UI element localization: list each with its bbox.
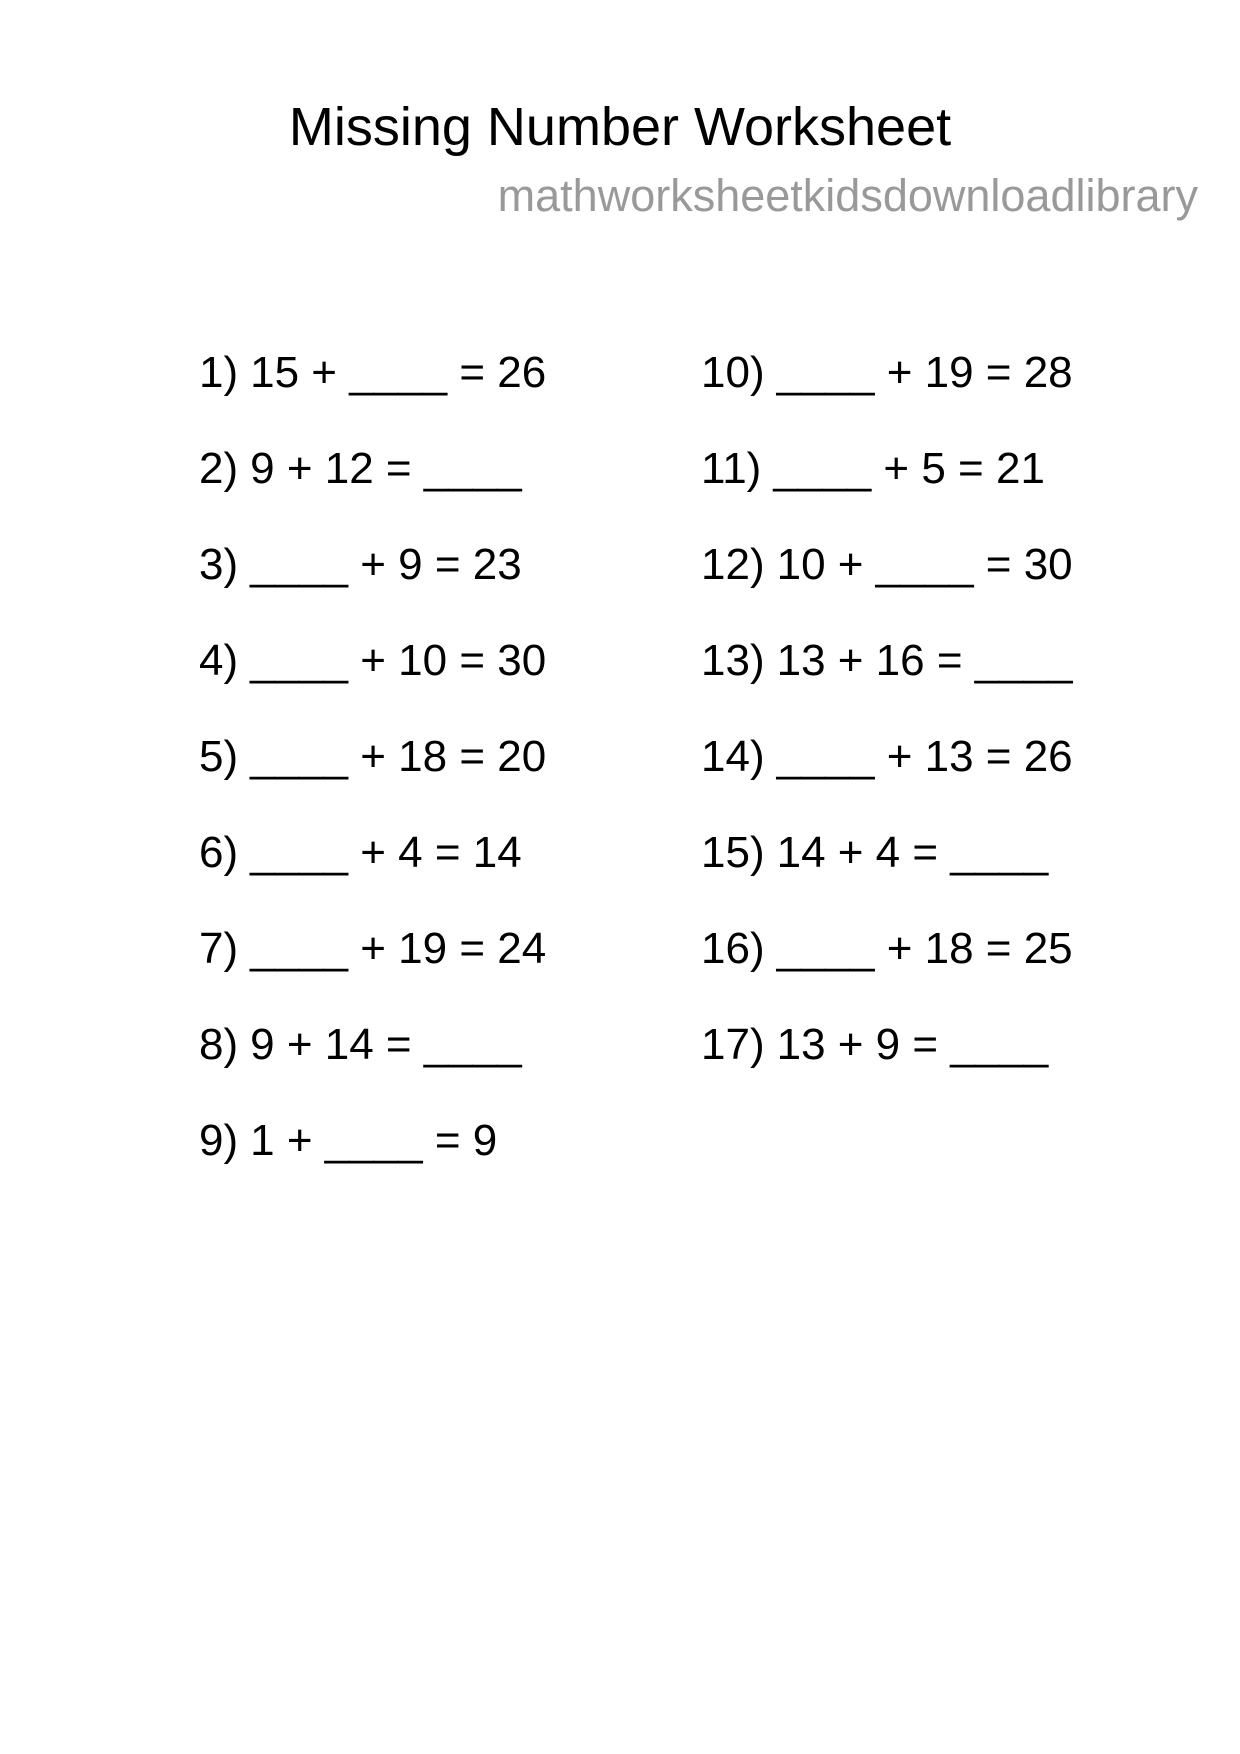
problem-equation: 10 + ____ = 30 — [776, 540, 1073, 589]
problem-equation: ____ + 18 = 25 — [776, 924, 1073, 973]
problem-number: 16) — [701, 924, 765, 973]
problems-column-right — [701, 325, 1073, 1093]
problem-equation: ____ + 9 = 23 — [250, 540, 522, 589]
problem-number: 8) — [199, 1020, 239, 1069]
problem-number: 2) — [199, 444, 239, 493]
problem-number: 11) — [701, 444, 762, 493]
problem-row-17 — [701, 997, 1073, 1093]
problem-row-4 — [199, 613, 546, 709]
problem-equation: ____ + 5 = 21 — [773, 444, 1045, 493]
problem-equation: ____ + 10 = 30 — [250, 636, 547, 685]
problem-equation: ____ + 4 = 14 — [250, 828, 522, 877]
problem-number: 14) — [701, 732, 765, 781]
problem-row-11 — [701, 421, 1073, 517]
problem-row-5 — [199, 709, 546, 805]
problem-row-16 — [701, 901, 1073, 997]
problem-row-15 — [701, 805, 1073, 901]
problem-number: 15) — [701, 828, 765, 877]
problem-row-8 — [199, 997, 546, 1093]
problem-number: 7) — [199, 924, 239, 973]
problem-number: 17) — [701, 1020, 765, 1069]
problem-number: 12) — [701, 540, 765, 589]
problem-row-12 — [701, 517, 1073, 613]
problem-equation: ____ + 19 = 28 — [776, 348, 1073, 397]
problem-equation: 13 + 16 = ____ — [776, 636, 1073, 685]
problem-row-3 — [199, 517, 546, 613]
problem-equation: ____ + 19 = 24 — [250, 924, 547, 973]
problem-equation: 15 + ____ = 26 — [250, 348, 547, 397]
problem-equation: 9 + 14 = ____ — [250, 1020, 522, 1069]
problem-number: 4) — [199, 636, 239, 685]
problem-row-7 — [199, 901, 546, 997]
problem-number: 9) — [199, 1116, 239, 1165]
problem-number: 10) — [701, 348, 765, 397]
problem-row-6 — [199, 805, 546, 901]
problem-row-13 — [701, 613, 1073, 709]
problem-number: 3) — [199, 540, 239, 589]
problem-number: 6) — [199, 828, 239, 877]
problem-equation: 1 + ____ = 9 — [250, 1116, 498, 1165]
problem-row-10 — [701, 325, 1073, 421]
problem-number: 5) — [199, 732, 239, 781]
problem-row-14 — [701, 709, 1073, 805]
problem-equation: 14 + 4 = ____ — [776, 828, 1049, 877]
watermark-text: mathworksheetkidsdownloadlibrary — [497, 170, 1198, 221]
problem-row-9 — [199, 1093, 546, 1189]
problems-column-left — [199, 325, 546, 1189]
problem-equation: 13 + 9 = ____ — [776, 1020, 1049, 1069]
problem-equation: ____ + 13 = 26 — [776, 732, 1073, 781]
problem-equation: ____ + 18 = 20 — [250, 732, 547, 781]
problem-number: 1) — [199, 348, 239, 397]
worksheet-title: Missing Number Worksheet — [288, 97, 952, 157]
problem-number: 13) — [701, 636, 765, 685]
problem-equation: 9 + 12 = ____ — [250, 444, 522, 493]
problem-row-2 — [199, 421, 546, 517]
problem-row-1 — [199, 325, 546, 421]
